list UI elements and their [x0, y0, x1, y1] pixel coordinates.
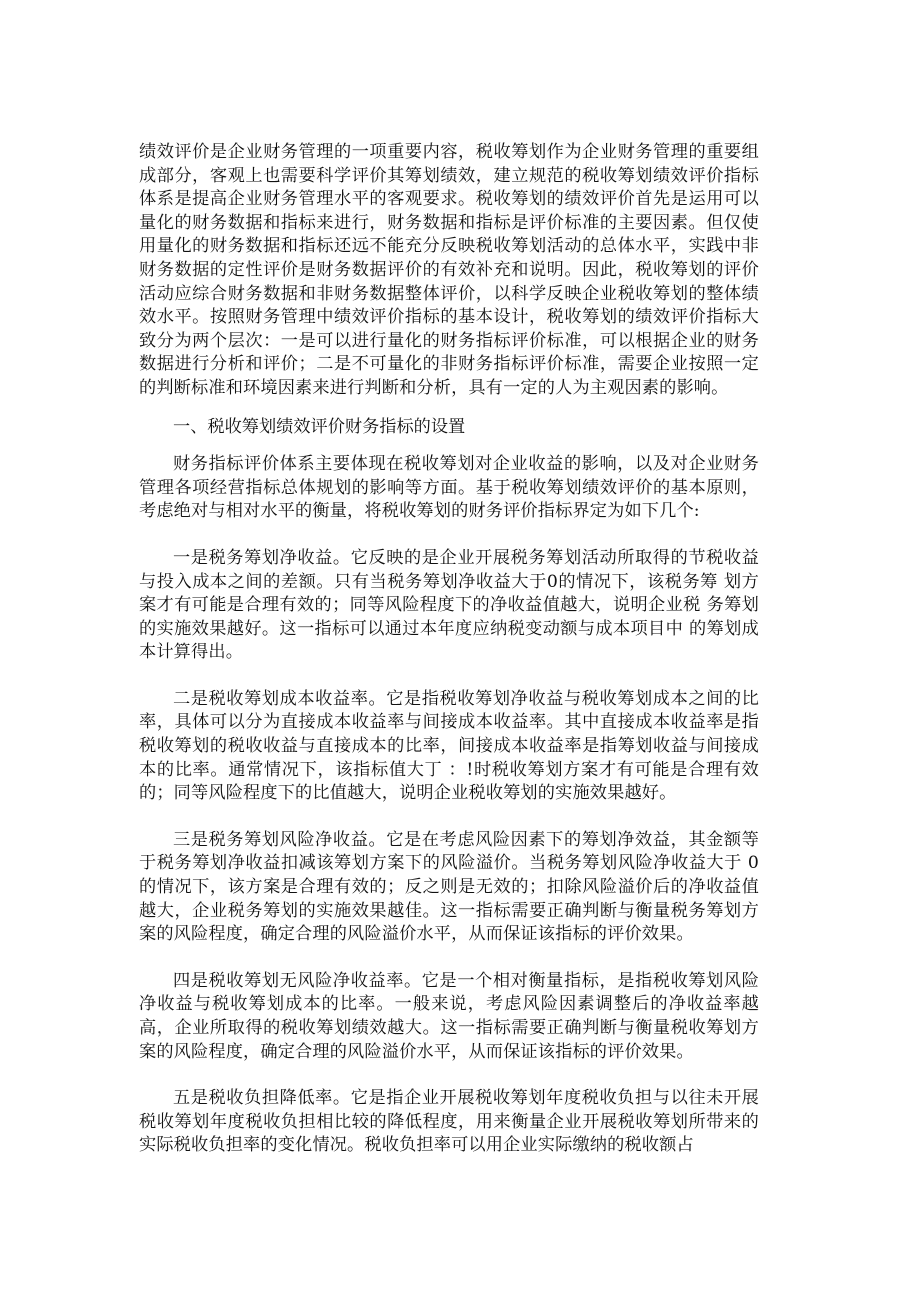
document-page	[139, 141, 759, 1158]
section-intro-paragraph: 财务指标评价体系主要体现在税收筹划对企业收益的影响，以及对企业财务管理各项经营指标总体规划的影响等方面。基于税收筹划绩效评价的基本原则，考虑绝对与相对水平的衡量，将税收筹划的财务评价指标界定为如下几个:	[139, 454, 759, 522]
section-heading: 一、税收筹划绩效评价财务指标的设置	[173, 416, 466, 437]
item-1-paragraph: 一是税务筹划净收益。它反映的是企业开展税务筹划活动所取得的节税收益与投入成本之间的差额。只有当税务筹划净收益大于0的情况下，该税务筹 划方案才有可能是合理有效的；同等风险程度下的净收益值越大，说明企业税 务筹划的实施效果越好。这一指标可以通过本年度应纳税变动额与成本项目中 的筹划成本计算得出。	[139, 547, 759, 663]
item-3-paragraph: 三是税务筹划风险净收益。它是在考虑风险因素下的筹划净效益，其金额等于税务筹划净收益扣减该筹划方案下的风险溢价。当税务筹划风险净收益大于 0 的情况下，该方案是合理有效的；反之则是无效的；扣除风险溢价后的净收益值越大，企业税务筹划的实施效果越佳。这一指标需要正确判断与衡量税务筹划方案的风险程度，确定合理的风险溢价水平，从而保证该指标的评价效果。	[139, 829, 759, 945]
item-2-paragraph: 二是税收筹划成本收益率。它是指税收筹划净收益与税收筹划成本之间的比率，具体可以分为直接成本收益率与间接成本收益率。其中直接成本收益率是指税收筹划的税收收益与直接成本的比率，间接成本收益率是指筹划收益与间接成本的比率。通常情况下，该指标值大丁 ：!时税收筹划方案才有可能是合理有效的；同等风险程度下的比值越大，说明企业税收筹划的实施效果越好。	[139, 688, 759, 804]
item-4-paragraph: 四是税收筹划无风险净收益率。它是一个相对衡量指标，是指税收筹划风险净收益与税收筹划成本的比率。一般来说，考虑风险因素调整后的净收益率越高，企业所取得的税收筹划绩效越大。这一指标需要正确判断与衡量税收筹划方案的风险程度，确定合理的风险溢价水平，从而保证该指标的评价效果。	[139, 970, 759, 1062]
item-5-paragraph: 五是税收负担降低率。它是指企业开展税收筹划年度税收负担与以往未开展税收筹划年度税收负担相比较的降低程度，用来衡量企业开展税收筹划所带来的实际税收负担率的变化情况。税收负担率可以用企业实际缴纳的税收额占	[139, 1088, 759, 1156]
intro-paragraph: 绩效评价是企业财务管理的一项重要内容，税收筹划作为企业财务管理的重要组成部分，客观上也需要科学评价其筹划绩效，建立规范的税收筹划绩效评价指标体系是提高企业财务管理水平的客观要求。税收筹划的绩效评价首先是运用可以量化的财务数据和指标来进行，财务数据和指标是评价标准的主要因素。但仅使用量化的财务数据和指标还远不能充分反映税收筹划活动的总体水平，实践中非财务数据的定性评价是财务数据评价的有效补充和说明。因此，税收筹划的评价活动应综合财务数据和非财务数据整体评价，以科学反映企业税收筹划的整体绩效水平。按照财务管理中绩效评价指标的基本设计，税收筹划的绩效评价指标大致分为两个层次：一是可以进行量化的财务指标评价标准，可以根据企业的财务数据进行分析和评价；二是不可量化的非财务指标评价标准，需要企业按照一定的判断标准和环境因素来进行判断和分析，具有一定的人为主观因素的影响。	[139, 142, 759, 398]
